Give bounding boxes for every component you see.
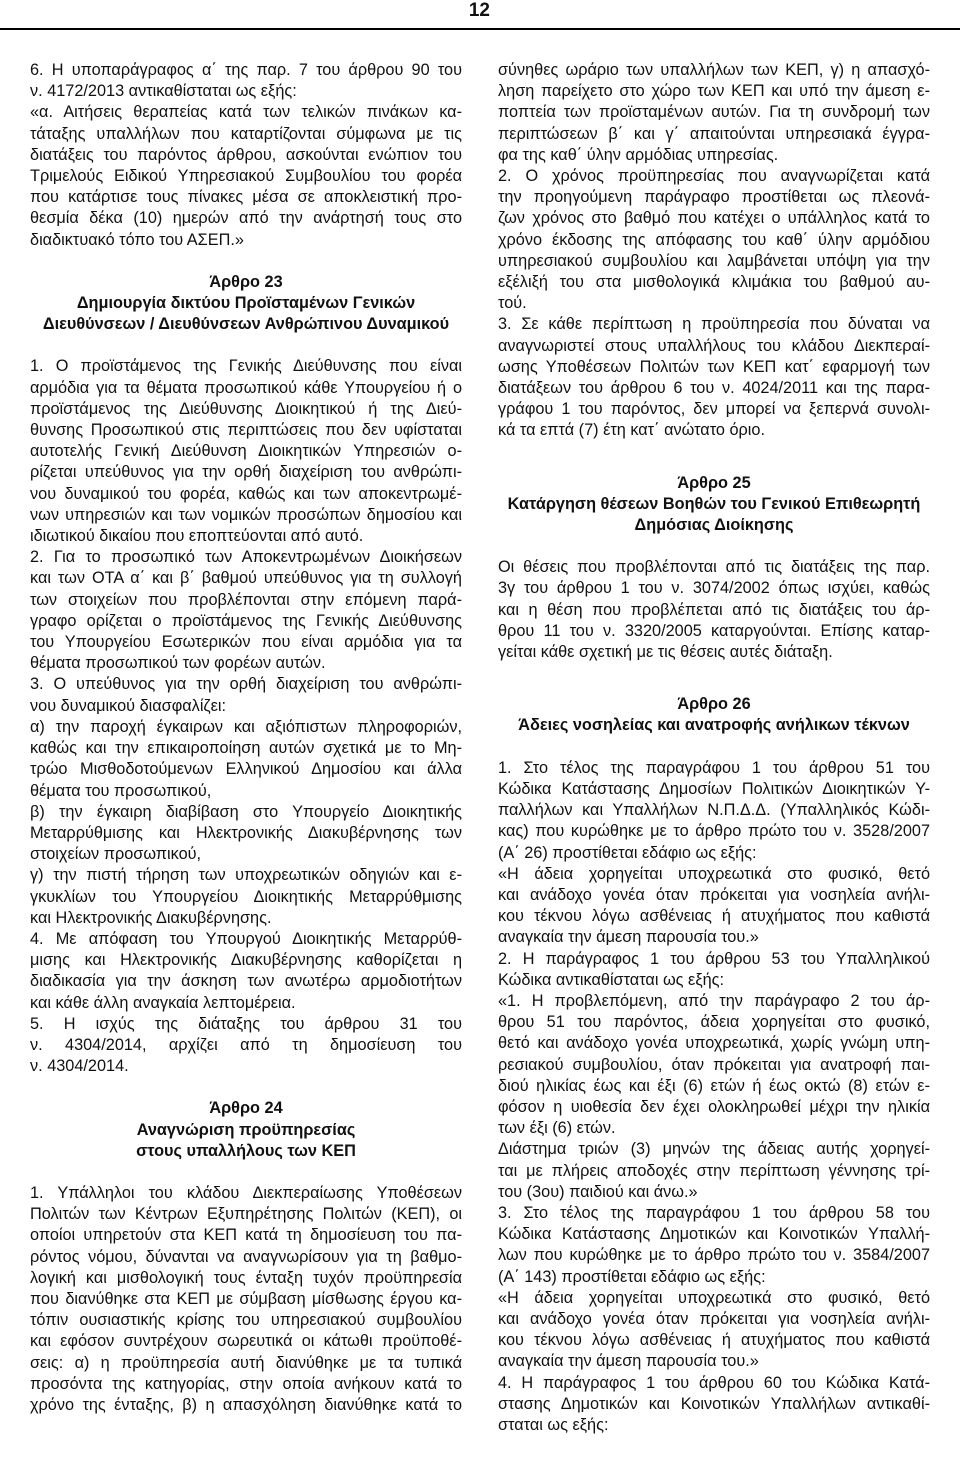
spacer bbox=[498, 684, 930, 694]
right-text-line: φα της καθ΄ ύλην αρμόδιας υπηρεσίας. bbox=[498, 145, 779, 164]
left-text-line: γκυκλίων του Υπουργείου Διοικητικής Μεταρρύθμισης bbox=[30, 887, 462, 906]
left-text-line: νου δυναμικού του φορέα, καθώς και των αποκεντρωμέ- bbox=[30, 484, 462, 503]
right-text-line: 2. Ο χρόνος προϋπηρεσίας που αναγνωρίζεται κατά bbox=[498, 167, 930, 186]
right-text-line: ρεσιακού συμβουλίου, όταν πρόκειται για ανατροφή παι- bbox=[498, 1055, 930, 1074]
right-text-line: κου τέκνου λόγω ασθένειας ή ατυχήματος που καθιστά bbox=[498, 1331, 930, 1350]
left-text-line: ν. 4304/2014. bbox=[30, 1057, 129, 1076]
right-text-line: Διάστημα τριών (3) μηνών της άδειας αυτής χορηγεί- bbox=[498, 1140, 930, 1159]
left-text-line: και κάθε άλλη αναγκαία λεπτομέρεια. bbox=[30, 993, 296, 1012]
left-text-line: «α. Αιτήσεις θεραπείας κατά των τελικών πινάκων κα- bbox=[30, 103, 462, 122]
right-text-line: 2. Η παράγραφος 1 του άρθρου 53 του Υπαλληλικού bbox=[498, 949, 930, 968]
right-text-line: κου τέκνου λόγω ασθένειας ή ατυχήματος που καθιστά bbox=[498, 907, 930, 926]
left-text-line: Πολιτών των Κέντρων Εξυπηρέτησης Πολιτών (ΚΕΠ), οι bbox=[30, 1205, 462, 1224]
right-heading-line: Δημόσιας Διοίκησης bbox=[634, 516, 794, 535]
spacer bbox=[498, 463, 930, 473]
header-rule bbox=[0, 28, 960, 30]
spacer bbox=[30, 335, 462, 356]
right-text-line: και ανάδοχο γονέα όταν πρόκειται για νοσηλεία ανήλι- bbox=[498, 1309, 930, 1328]
left-text-line: και των ΟΤΑ α΄ και β΄ βαθμού υπεύθυνος για τη συλλογή bbox=[30, 569, 462, 588]
left-text-line: 6. Η υποπαράγραφος α΄ της παρ. 7 του άρθρου 90 του bbox=[30, 61, 462, 79]
right-text-line: του (3ου) παιδιού και άνω.» bbox=[498, 1182, 698, 1201]
left-text-line: νων υπηρεσιών και των νομικών προσώπων δημοσίου και bbox=[30, 505, 462, 524]
right-text-line: «Η άδεια χορηγείται υποχρεωτικά στο φυσικό, θετό bbox=[498, 864, 930, 883]
right-text-line: 3γ του άρθρου 1 του ν. 3074/2002 όπως ισχύει, καθώς bbox=[498, 579, 930, 598]
right-text-line: γείται κάθε σχετική με τις θέσεις αυτές διάταξη. bbox=[498, 643, 833, 662]
right-text-line: και η θέση που προβλέπεται από τις διατάξεις του άρ- bbox=[498, 600, 930, 619]
spacer bbox=[30, 251, 462, 272]
left-text-line: 2. Για το προσωπικό των Αποκεντρωμένων Διοικήσεων bbox=[30, 548, 462, 567]
right-text-line: των έξι (6) ετών. bbox=[498, 1119, 616, 1138]
spacer bbox=[498, 442, 930, 463]
right-text-line: διού ηλικίας έως και έξι (6) ετών ή έως οκτώ (8) ετών ε- bbox=[498, 1076, 930, 1095]
right-text-line: την προηγούμενη παράγραφο προστίθεται ως πλεονά- bbox=[498, 188, 930, 207]
left-text-line: αυτοτελής Γενική Διεύθυνση Διοικητικών Υπηρεσιών ο- bbox=[30, 442, 462, 461]
right-text-line: θρου 51 του παρόντος, άδεια χορηγείται στο φυσικό, bbox=[498, 1013, 930, 1032]
left-text-line: του Υπουργείου Εσωτερικών που είναι αρμόδια για τα bbox=[30, 633, 462, 652]
left-text-line: θέματα προσωπικού των φορέων αυτών. bbox=[30, 654, 326, 673]
left-text-line: διαδικτυακό τόπο του ΑΣΕΠ.» bbox=[30, 230, 244, 249]
spacer bbox=[498, 737, 930, 758]
left-text-line: τάταξης υπαλλήλων που καταρτίζονται σύμφωνα με τις bbox=[30, 124, 462, 143]
right-text-line: φόσον η υιοθεσία δεν έχει ολοκληρωθεί μέχρι την ηλικία bbox=[498, 1097, 930, 1116]
right-heading-line: Άδειες νοσηλείας και ανατροφής ανήλικων τέκνων bbox=[518, 716, 910, 735]
left-text-line: λογική και μισθολογική τους ένταξη τυχόν προϋπηρεσία bbox=[30, 1268, 462, 1287]
right-text-line: ληση παρείχετο στο χώρο των ΚΕΠ και υπό την άμεση ε- bbox=[498, 82, 930, 101]
right-text-line: κά τα επτά (7) έτη κατ΄ ανώτατο όριο. bbox=[498, 421, 766, 440]
right-text-line: ποπτεία των προϊσταμένων αυτών. Για τη συνδρομή των bbox=[498, 103, 930, 122]
right-text-line: διατάξεων του άρθρου 6 του ν. 4024/2011 και της παρα- bbox=[498, 379, 930, 398]
right-text-line: χρόνο έκδοσης της απόφασης του καθ΄ ύλην αρμόδιου bbox=[498, 230, 930, 249]
left-text-line: ν. 4304/2014, αρχίζει από τη δημοσίευση του bbox=[30, 1035, 462, 1054]
right-text-line: Οι θέσεις που προβλέπονται από τις διατάξεις της παρ. bbox=[498, 558, 930, 577]
left-text-line: α) την παροχή έγκαιρων και αξιόπιστων πληροφοριών, bbox=[30, 717, 462, 736]
left-text-line: αρμόδια για τα θέματα προσωπικού κάθε Υπουργείου ή ο bbox=[30, 378, 462, 397]
right-text-line: ωσης Υποθέσεων Πολιτών των ΚΕΠ κατ΄ εφαρμογή των bbox=[498, 357, 930, 376]
spacer bbox=[498, 536, 930, 557]
right-text-line: σταται ως εξής: bbox=[498, 1415, 609, 1434]
right-text-line: 3. Σε κάθε περίπτωση η προϋπηρεσία που δύναται να bbox=[498, 315, 930, 334]
left-text-line: ιδιωτικού δικαίου που εποπτεύονται από αυτό. bbox=[30, 527, 364, 546]
right-text-line: Κώδικα αντικαθίσταται ως εξής: bbox=[498, 970, 725, 989]
left-text-line: στοιχείων προσωπικού, bbox=[30, 845, 202, 864]
left-text-line: προϊστάμενος της Διεύθυνσης Διοικητικού ή της Διεύ- bbox=[30, 399, 462, 418]
right-heading-line: Άρθρο 25 bbox=[677, 473, 751, 492]
right-text-line: εξέλιξή του στα μισθολογικά κλιμάκια του βαθμού αυ- bbox=[498, 273, 930, 292]
left-heading-line: στους υπαλλήλους των ΚΕΠ bbox=[136, 1141, 356, 1160]
right-text-line: γράφου 1 του παρόντος, δεν μπορεί να ξεπερνά συνολι- bbox=[498, 400, 930, 419]
right-text-line: 3. Στο τέλος της παραγράφου 1 του άρθρου 58 του bbox=[498, 1203, 930, 1222]
left-text-line: ν. 4172/2013 αντικαθίσταται ως εξής: bbox=[30, 82, 297, 101]
right-text-line: παλλήλων και Υπαλλήλων Ν.Π.Δ.Δ. (Υπαλληλικός Κώδι- bbox=[498, 801, 930, 820]
left-text-line: γ) την πιστή τήρηση των υποχρεωτικών οδηγιών και ε- bbox=[30, 866, 462, 885]
left-heading-line: Άρθρο 23 bbox=[209, 272, 283, 291]
page-number: 12 bbox=[468, 0, 490, 21]
right-text-line: θρου 11 του ν. 3320/2005 καταργούνται. Επίσης καταρ- bbox=[498, 621, 930, 640]
right-text-line: 4. Η παράγραφος 1 του άρθρου 60 του Κώδικα Κατά- bbox=[498, 1373, 930, 1392]
right-text-line: σύνηθες ωράριο των υπαλλήλων των ΚΕΠ, γ) η απασχό- bbox=[498, 61, 930, 79]
left-text-line: που κατάρτισε τους πίνακες μέσα σε αποκλειστική προ- bbox=[30, 188, 462, 207]
left-text-line: ρόντος νόμου, δύνανται να αναγνωρίσουν για τη βαθμο- bbox=[30, 1247, 462, 1266]
left-text-line: χρόνο της ένταξης, β) η απασχόληση διανύθηκε κατά το bbox=[30, 1395, 462, 1414]
left-text-line: 5. Η ισχύς της διάταξης του άρθρου 31 του bbox=[30, 1014, 462, 1033]
left-text-line: Τριμελούς Ειδικού Υπηρεσιακού Συμβουλίου του φορέα bbox=[30, 167, 462, 186]
left-column bbox=[30, 60, 462, 1416]
left-text-line: β) την έγκαιρη διαβίβαση στο Υπουργείο Διοικητικής bbox=[30, 802, 462, 821]
left-text-line: και Ηλεκτρονικής Διακυβέρνησης. bbox=[30, 908, 272, 927]
left-text-line: 1. Υπάλληλοι του κλάδου Διεκπεραίωσης Υποθέσεων bbox=[30, 1183, 462, 1202]
left-text-line: 3. Ο υπεύθυνος για την ορθή διαχείριση του ανθρώπι- bbox=[30, 675, 462, 694]
left-text-line: προσόντα της κατηγορίας, στην οποία ανήκουν κατά το bbox=[30, 1374, 462, 1393]
left-text-line: των στοιχείων που προβλέπονται στην επόμενη παρά- bbox=[30, 590, 462, 609]
left-heading-line: Διευθύνσεων / Διευθύνσεων Ανθρώπινου Δυναμικού bbox=[42, 315, 450, 334]
right-text-line: «1. Η προβλεπόμενη, από την παράγραφο 2 του άρ- bbox=[498, 991, 930, 1010]
right-text-line: αναγκαία την άμεση παρουσία του.» bbox=[498, 928, 759, 947]
right-text-line: περιπτώσεων β΄ και γ΄ απαιτούνται υπηρεσιακά έγγρα- bbox=[498, 124, 930, 143]
right-text-line: υπηρεσιακού συμβουλίου και λαμβάνεται υπόψη για την bbox=[498, 251, 930, 270]
left-text-line: νου δυναμικού διασφαλίζει: bbox=[30, 696, 227, 715]
right-text-line: αναγνωριστεί στους υπαλλήλους του κλάδου Διεκπεραί- bbox=[498, 336, 930, 355]
left-text-line: μισης και Ηλεκτρονικής Διακυβέρνησης καθορίζεται η bbox=[30, 951, 462, 970]
right-text-line: στασης Δημοτικών και Κοινοτικών Υπαλλήλων αντικαθί- bbox=[498, 1394, 930, 1413]
spacer bbox=[30, 1077, 462, 1098]
right-text-line: και ανάδοχο γονέα όταν πρόκειται για νοσηλεία ανήλι- bbox=[498, 885, 930, 904]
right-text-line: λων που κυρώθηκε με το άρθρο πρώτο του ν. 3584/2007 bbox=[498, 1246, 930, 1265]
left-text-line: σεις: α) η προϋπηρεσία αυτή διανύθηκε με τα τυπικά bbox=[30, 1353, 462, 1372]
right-text-line: 1. Στο τέλος της παραγράφου 1 του άρθρου 51 του bbox=[498, 758, 930, 777]
left-text-line: 1. Ο προϊστάμενος της Γενικής Διεύθυνσης που είναι bbox=[30, 357, 462, 376]
left-text-line: που διανύθηκε στα ΚΕΠ με σύμβαση μίσθωσης έργου κα- bbox=[30, 1289, 462, 1308]
left-text-line: ρίζεται υπεύθυνος για την ορθή διαχείριση του ανθρώπι- bbox=[30, 463, 462, 482]
right-text-line: (Α΄ 143) προστίθεται εδάφιο ως εξής: bbox=[498, 1267, 766, 1286]
right-text-line: κας) που κυρώθηκε με το άρθρο πρώτο του ν. 3528/2007 bbox=[498, 822, 930, 841]
right-text-line: (Α΄ 26) προστίθεται εδάφιο ως εξής: bbox=[498, 843, 757, 862]
left-text-line: Μεταρρύθμισης και Ηλεκτρονικής Διακυβέρνησης των bbox=[30, 823, 462, 842]
left-text-line: τόπιν ουσιαστικής κρίσης του υπηρεσιακού συμβουλίου bbox=[30, 1311, 462, 1330]
right-text-line: θετό και ανάδοχο γονέα υποχρεωτικά, χωρίς γνώμη υπη- bbox=[498, 1034, 930, 1053]
left-text-line: οποίοι υπηρετούν στα ΚΕΠ κατά τη δημοσίευση του πα- bbox=[30, 1226, 462, 1245]
spacer bbox=[30, 1162, 462, 1183]
left-text-line: διατάξεις του παρόντος άρθρου, ασκούνται ενώπιον του bbox=[30, 145, 462, 164]
left-text-line: και εφόσον συντρέχουν σωρευτικά οι κάτωθι προϋποθέ- bbox=[30, 1332, 462, 1351]
left-heading-line: Δημιουργία δικτύου Προϊσταμένων Γενικών bbox=[76, 294, 416, 313]
left-text-line: τρώο Μισθοδοτούμενων Ελληνικού Δημοσίου και άλλα bbox=[30, 760, 462, 779]
right-text-line: «Η άδεια χορηγείται υποχρεωτικά στο φυσικό, θετό bbox=[498, 1288, 930, 1307]
right-text-line: Κώδικα Κατάστασης Δημοτικών και Κοινοτικών Υπαλλή- bbox=[498, 1225, 930, 1244]
left-text-line: θέματα του προσωπικού, bbox=[30, 781, 212, 800]
left-text-line: θεσμία δέκα (10) ημερών από την ανάρτησή τους στο bbox=[30, 209, 462, 228]
left-text-line: θυνσης Προσωπικού στις περιπτώσεις που δεν υφίσταται bbox=[30, 421, 462, 440]
right-text-line: αναγκαία την άμεση παρουσία του.» bbox=[498, 1352, 759, 1371]
right-column bbox=[498, 60, 930, 1436]
left-text-line: καθώς και την επικαιροποίηση αυτών σχετικά με το Μη- bbox=[30, 739, 462, 758]
left-text-line: 4. Με απόφαση του Υπουργού Διοικητικής Μεταρρύθ- bbox=[30, 929, 462, 948]
left-heading-line: Αναγνώριση προϋπηρεσίας bbox=[136, 1120, 356, 1139]
right-text-line: ζων χρόνος στο βαθμό που κατέχει ο υπάλληλος κατά το bbox=[498, 209, 930, 228]
right-text-line: Κώδικα Κατάστασης Δημοσίων Πολιτικών Διοικητικών Υ- bbox=[498, 779, 930, 798]
right-text-line: τού. bbox=[498, 294, 527, 313]
right-text-line: ται με πλήρεις αποδοχές στην περίπτωση γέννησης τρί- bbox=[498, 1161, 930, 1180]
right-heading-line: Κατάργηση θέσεων Βοηθών του Γενικού Επιθεωρητή bbox=[507, 494, 921, 513]
spacer bbox=[498, 663, 930, 684]
left-text-line: διαδικασία για την άσκηση των ανωτέρω αρμοδιοτήτων bbox=[30, 972, 462, 991]
left-text-line: γραφο ορίζεται ο προϊστάμενος της Γενικής Διεύθυνσης bbox=[30, 611, 462, 630]
left-heading-line: Άρθρο 24 bbox=[209, 1099, 283, 1118]
right-heading-line: Άρθρο 26 bbox=[677, 695, 751, 714]
